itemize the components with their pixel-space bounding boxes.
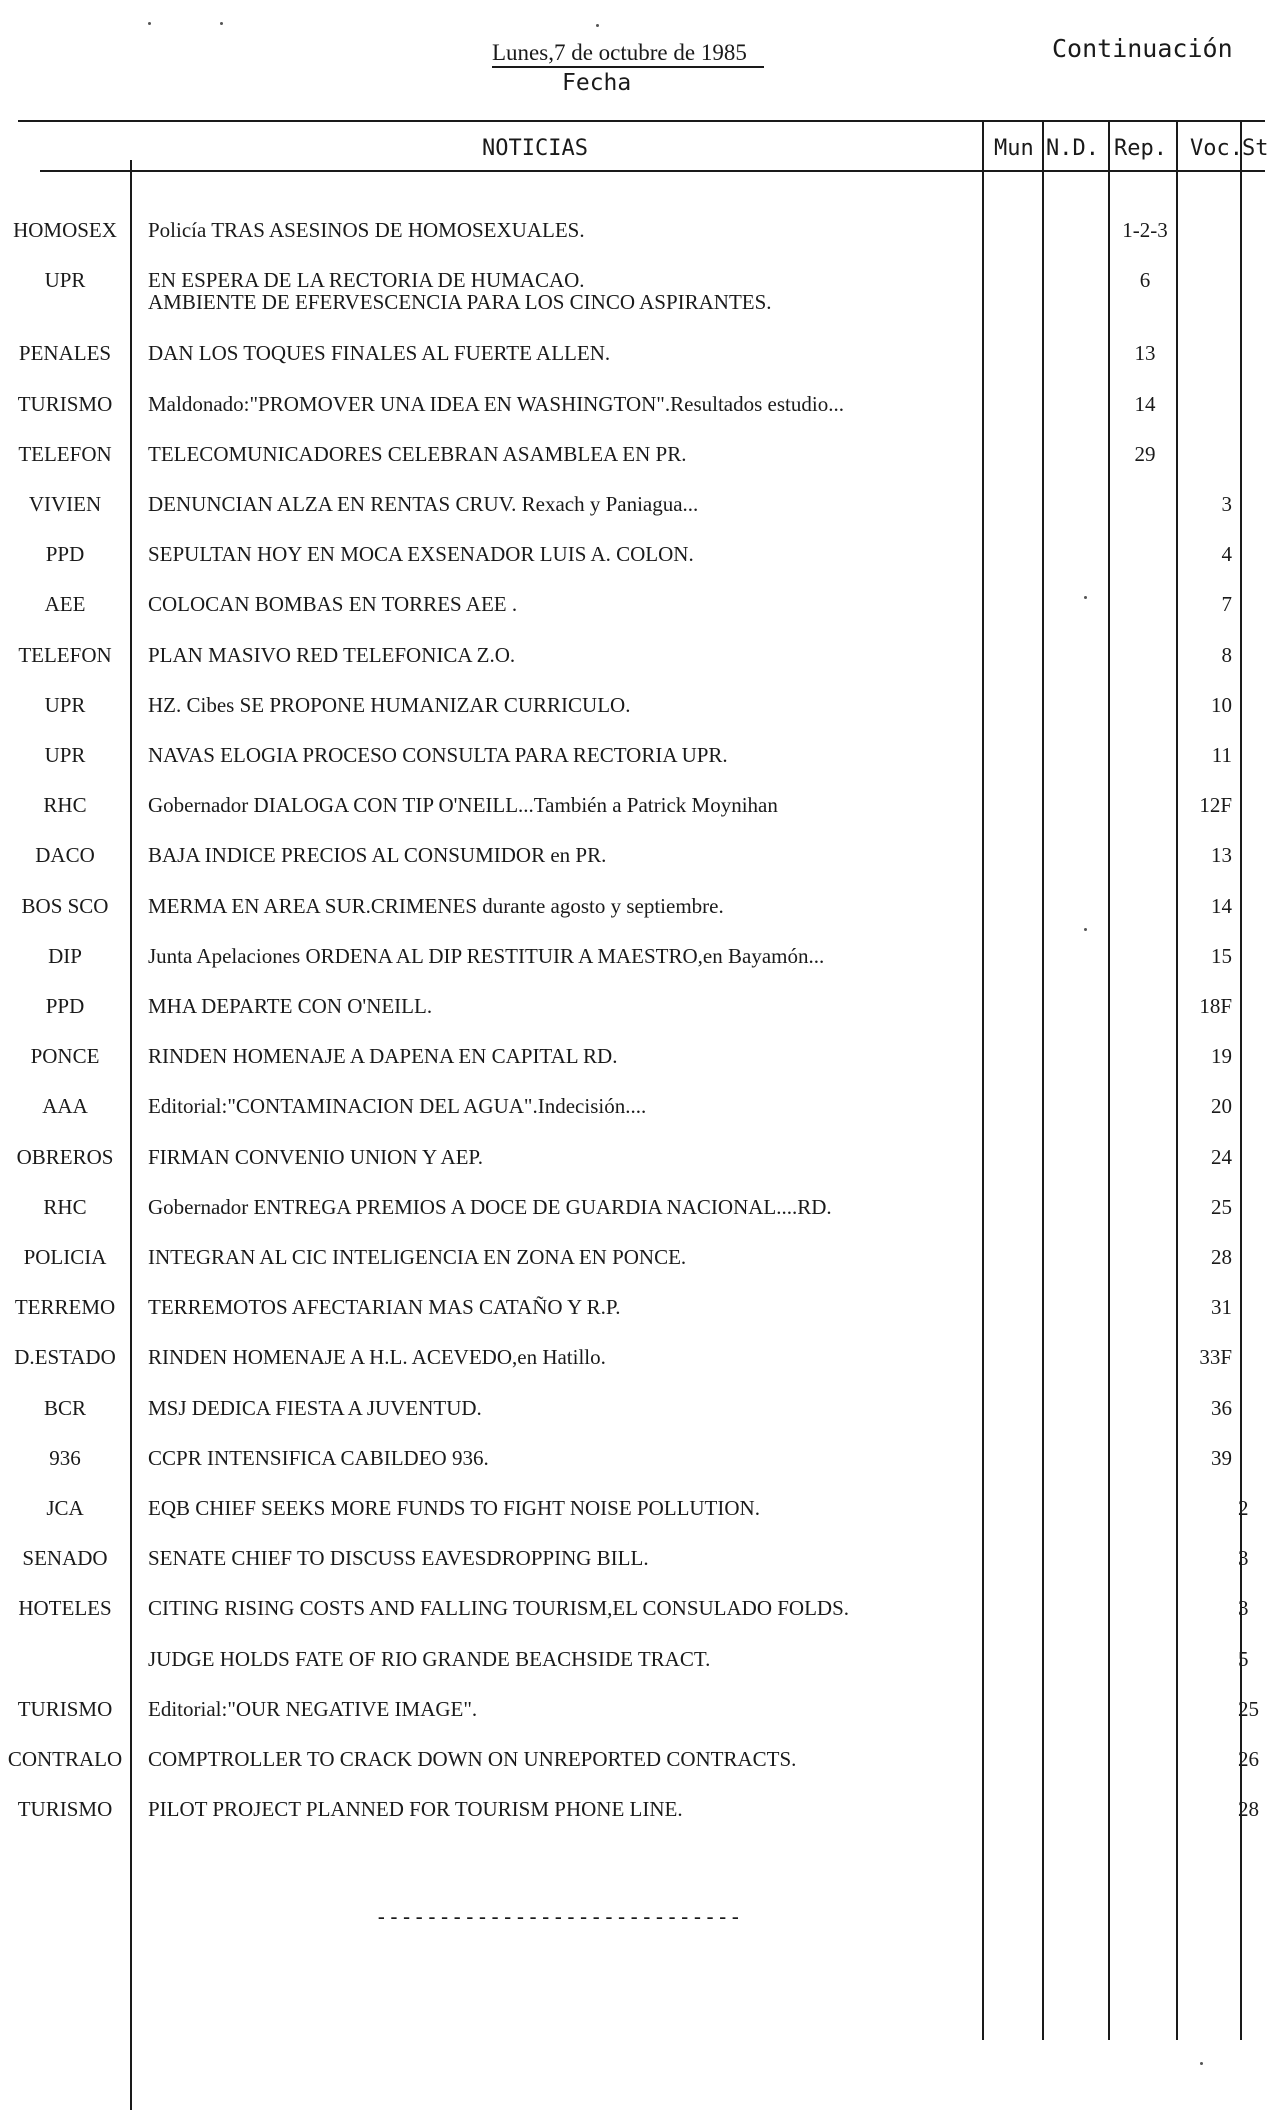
headline: MERMA EN AREA SUR.CRIMENES durante agosto y septiembre.	[148, 894, 724, 918]
headline: NAVAS ELOGIA PROCESO CONSULTA PARA RECTORIA UPR.	[148, 743, 728, 767]
category-code: UPR	[44, 268, 86, 292]
news-row	[0, 333, 1265, 373]
st-page: 25	[1238, 1697, 1259, 1721]
news-row	[0, 1137, 1265, 1177]
news-row	[0, 735, 1265, 775]
headline: PILOT PROJECT PLANNED FOR TOURISM PHONE LINE.	[148, 1797, 683, 1821]
news-row	[0, 484, 1265, 524]
column-header-st: St	[1242, 136, 1269, 161]
column-header-nd: N.D.	[1046, 136, 1099, 161]
headline: TERREMOTOS AFECTARIAN MAS CATAÑO Y R.P.	[148, 1295, 621, 1319]
voc-page: 14	[1211, 894, 1232, 918]
headline: CITING RISING COSTS AND FALLING TOURISM,EL CONSULADO FOLDS.	[148, 1596, 850, 1620]
date: Lunes,7 de octubre de 1985	[492, 40, 747, 65]
news-row	[0, 1036, 1265, 1076]
news-row	[0, 534, 1265, 574]
headline: MHA DEPARTE CON O'NEILL.	[148, 994, 433, 1018]
category-code: SENADO	[22, 1546, 108, 1570]
news-row	[0, 1438, 1265, 1478]
headline: Editorial:"OUR NEGATIVE IMAGE".	[148, 1697, 478, 1721]
column-header-noticias: NOTICIAS	[482, 136, 588, 161]
headline: PLAN MASIVO RED TELEFONICA Z.O.	[148, 643, 516, 667]
category-code: HOMOSEX	[13, 218, 117, 242]
news-row	[0, 936, 1265, 976]
voc-page: 24	[1211, 1145, 1232, 1169]
st-page: 3	[1238, 1596, 1249, 1620]
category-code: POLICIA	[23, 1245, 107, 1269]
rep-page: 1-2-3	[1122, 218, 1168, 242]
date-label: Fecha	[562, 70, 632, 96]
rep-page: 13	[1134, 341, 1156, 365]
category-code: 936	[49, 1446, 81, 1470]
category-code: CONTRALO	[7, 1747, 123, 1771]
headline: HZ. Cibes SE PROPONE HUMANIZAR CURRICULO.	[148, 693, 631, 717]
voc-page: 20	[1211, 1094, 1232, 1118]
voc-page: 11	[1211, 743, 1232, 767]
category-code: RHC	[43, 793, 87, 817]
headline: Editorial:"CONTAMINACION DEL AGUA".Indecisión....	[148, 1094, 647, 1118]
news-row	[0, 1086, 1265, 1126]
date-underline	[492, 66, 764, 68]
headline: EQB CHIEF SEEKS MORE FUNDS TO FIGHT NOISE POLLUTION.	[148, 1496, 760, 1520]
category-code: PONCE	[30, 1044, 100, 1068]
voc-page: 10	[1211, 693, 1232, 717]
category-code: JCA	[46, 1496, 84, 1520]
category-code: D.ESTADO	[14, 1345, 116, 1369]
news-row	[0, 1337, 1265, 1377]
news-row	[0, 1187, 1265, 1227]
category-code: AEE	[44, 592, 86, 616]
st-page: 3	[1238, 1546, 1249, 1570]
headline: BAJA INDICE PRECIOS AL CONSUMIDOR en PR.	[148, 843, 607, 867]
continuation-label: Continuación	[1052, 34, 1233, 63]
category-code: TURISMO	[17, 1797, 113, 1821]
footer-rule: -----------------------------	[375, 1905, 742, 1929]
header-top-rule	[18, 120, 1265, 122]
category-code: AAA	[42, 1094, 88, 1118]
scan-speck	[1200, 2062, 1203, 2065]
news-row	[0, 1237, 1265, 1277]
category-code: DIP	[48, 944, 82, 968]
headline: DENUNCIAN ALZA EN RENTAS CRUV. Rexach y Paniagua...	[148, 492, 699, 516]
headline: EN ESPERA DE LA RECTORIA DE HUMACAO.	[148, 268, 585, 292]
headline: RINDEN HOMENAJE A DAPENA EN CAPITAL RD.	[148, 1044, 618, 1068]
news-row	[0, 1488, 1265, 1528]
voc-page: 12F	[1199, 793, 1232, 817]
st-page: 28	[1238, 1797, 1259, 1821]
rep-page: 6	[1139, 268, 1151, 292]
scan-speck	[1084, 928, 1087, 931]
news-row	[0, 835, 1265, 875]
news-row	[0, 1789, 1265, 1829]
category-code: TELEFON	[18, 643, 112, 667]
voc-page: 3	[1221, 492, 1232, 516]
voc-page: 33F	[1199, 1345, 1232, 1369]
headline: COLOCAN BOMBAS EN TORRES AEE .	[148, 592, 518, 616]
category-code: BCR	[43, 1396, 87, 1420]
category-code: VIVIEN	[28, 492, 102, 516]
column-header-mun: Mun	[994, 136, 1034, 161]
category-code: OBREROS	[16, 1145, 114, 1169]
category-code: PPD	[45, 542, 85, 566]
category-code: DACO	[35, 843, 95, 867]
news-row	[0, 434, 1265, 474]
news-row	[0, 1287, 1265, 1327]
voc-page: 25	[1211, 1195, 1232, 1219]
news-row	[0, 685, 1265, 725]
headline: Maldonado:"PROMOVER UNA IDEA EN WASHINGTON".Resultados estudio...	[148, 392, 844, 416]
st-page: 5	[1238, 1647, 1249, 1671]
headline: Junta Apelaciones ORDENA AL DIP RESTITUIR A MAESTRO,en Bayamón...	[148, 944, 825, 968]
column-header-rep: Rep.	[1114, 136, 1167, 161]
voc-page: 8	[1221, 643, 1232, 667]
st-page: 2	[1238, 1496, 1249, 1520]
news-row	[0, 210, 1265, 250]
scan-speck	[148, 22, 151, 25]
headline: CCPR INTENSIFICA CABILDEO 936.	[148, 1446, 489, 1470]
rep-page: 14	[1134, 392, 1156, 416]
category-code: HOTELES	[18, 1596, 112, 1620]
headline: SEPULTAN HOY EN MOCA EXSENADOR LUIS A. COLON.	[148, 542, 694, 566]
voc-page: 31	[1211, 1295, 1232, 1319]
scan-speck	[220, 22, 223, 25]
news-row	[0, 1739, 1265, 1779]
category-code: UPR	[44, 743, 86, 767]
headline: COMPTROLLER TO CRACK DOWN ON UNREPORTED CONTRACTS.	[148, 1747, 797, 1771]
voc-page: 28	[1211, 1245, 1232, 1269]
news-row	[0, 1538, 1265, 1578]
category-code: TURISMO	[17, 392, 113, 416]
news-row	[0, 1588, 1265, 1628]
voc-page: 36	[1211, 1396, 1232, 1420]
category-code: TELEFON	[18, 442, 112, 466]
scan-speck	[596, 24, 599, 27]
category-code: RHC	[43, 1195, 87, 1219]
header-bottom-rule	[40, 170, 1265, 172]
voc-page: 19	[1211, 1044, 1232, 1068]
rep-page: 29	[1134, 442, 1156, 466]
voc-page: 13	[1211, 843, 1232, 867]
voc-page: 15	[1211, 944, 1232, 968]
news-row	[0, 1639, 1265, 1679]
news-row	[0, 986, 1265, 1026]
category-code: UPR	[44, 693, 86, 717]
headline: Gobernador DIALOGA CON TIP O'NEILL...También a Patrick Moynihan	[148, 793, 778, 817]
scan-speck	[1084, 596, 1087, 599]
news-row	[0, 384, 1265, 424]
news-row	[0, 886, 1265, 926]
column-header-voc: Voc.	[1190, 136, 1243, 161]
news-row	[0, 1689, 1265, 1729]
news-row	[0, 260, 1265, 314]
headline: TELECOMUNICADORES CELEBRAN ASAMBLEA EN PR.	[148, 442, 687, 466]
voc-page: 7	[1221, 592, 1232, 616]
category-code: TERREMO	[14, 1295, 116, 1319]
category-code: PENALES	[18, 341, 112, 365]
news-row	[0, 785, 1265, 825]
headline: JUDGE HOLDS FATE OF RIO GRANDE BEACHSIDE TRACT.	[148, 1647, 711, 1671]
category-code: BOS SCO	[21, 894, 109, 918]
headline-line2: AMBIENTE DE EFERVESCENCIA PARA LOS CINCO ASPIRANTES.	[148, 290, 772, 314]
headline: SENATE CHIEF TO DISCUSS EAVESDROPPING BILL.	[148, 1546, 649, 1570]
category-code: TURISMO	[17, 1697, 113, 1721]
news-row	[0, 1388, 1265, 1428]
voc-page: 18F	[1199, 994, 1232, 1018]
news-row	[0, 584, 1265, 624]
headline: Policía TRAS ASESINOS DE HOMOSEXUALES.	[148, 218, 585, 242]
category-code: PPD	[45, 994, 85, 1018]
headline: RINDEN HOMENAJE A H.L. ACEVEDO,en Hatillo.	[148, 1345, 606, 1369]
news-row	[0, 635, 1265, 675]
voc-page: 4	[1221, 542, 1232, 566]
headline: MSJ DEDICA FIESTA A JUVENTUD.	[148, 1396, 482, 1420]
headline: Gobernador ENTREGA PREMIOS A DOCE DE GUARDIA NACIONAL....RD.	[148, 1195, 832, 1219]
headline: FIRMAN CONVENIO UNION Y AEP.	[148, 1145, 484, 1169]
voc-page: 39	[1211, 1446, 1232, 1470]
st-page: 26	[1238, 1747, 1259, 1771]
headline: DAN LOS TOQUES FINALES AL FUERTE ALLEN.	[148, 341, 611, 365]
headline: INTEGRAN AL CIC INTELIGENCIA EN ZONA EN PONCE.	[148, 1245, 687, 1269]
